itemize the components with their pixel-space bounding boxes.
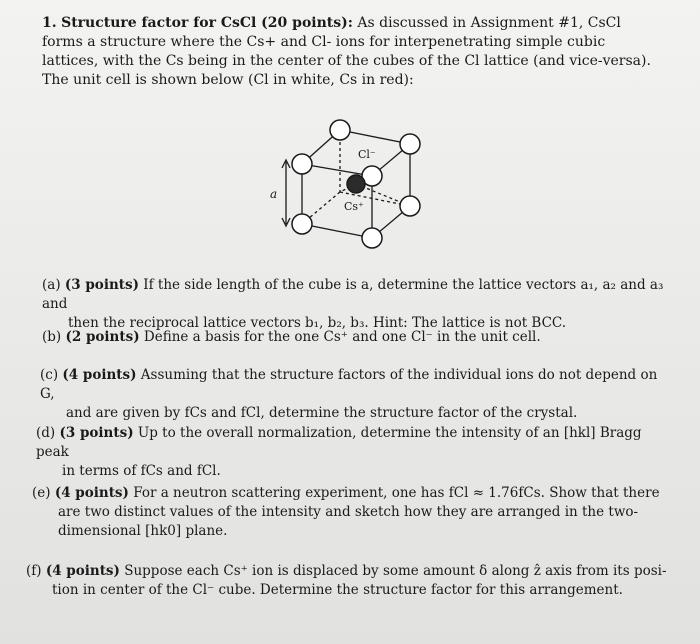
- label-cs: Cs⁺: [344, 200, 364, 213]
- unit-cell-figure: [260, 112, 440, 262]
- cl-atom: [330, 120, 350, 140]
- label-cl: Cl⁻: [358, 148, 376, 161]
- problem-text: As discussed in Assignment #1, CsCl forms a structure where the Cs+ and Cl- ions for interpenetrating simple cubic lattices, with the Cs being in the center of the cubes of the Cl lattice (and vice-versa). The unit cell is shown below (Cl in white, Cs in red):: [42, 15, 651, 88]
- part-c: (c) (4 points) Assuming that the structure factors of the individual ions do not depend on G, and are given by fCs and fCl, determine the structure factor of the crystal.: [40, 367, 658, 421]
- cs-atom: [347, 175, 365, 193]
- cl-atom: [400, 134, 420, 154]
- problem-intro: [42, 14, 660, 90]
- cl-atom: [292, 154, 312, 174]
- cl-atom: [400, 196, 420, 216]
- cl-atom: [292, 214, 312, 234]
- part-e: (e) (4 points) For a neutron scattering experiment, one has fCl ≈ 1.76fCs. Show that there are two distinct values of the intensity and sketch how they are arranged in the two- dimensional [hk0] plane.: [32, 485, 660, 539]
- part-b: (b) (2 points) Define a basis for the one Cs⁺ and one Cl⁻ in the unit cell.: [42, 329, 541, 345]
- problem-number: 1.: [42, 15, 57, 31]
- problem-title: Structure factor for CsCl (20 points):: [61, 15, 353, 31]
- label-a: a: [270, 187, 278, 201]
- part-a: (a) (3 points) If the side length of the cube is a, determine the lattice vectors a₁, a₂ and a₃ and then the reciprocal lattice vectors b₁, b₂, b₃. Hint: The lattice is not BCC.: [42, 277, 664, 331]
- part-f: (f) (4 points) Suppose each Cs⁺ ion is displaced by some amount δ along ẑ axis from its posi- tion in center of the Cl⁻ cube. Determine the structure factor for this arrangement.: [26, 563, 667, 598]
- part-d: (d) (3 points) Up to the overall normalization, determine the intensity of an [hkl] Bragg peak in terms of fCs and fCl.: [36, 425, 642, 479]
- cl-atom: [362, 228, 382, 248]
